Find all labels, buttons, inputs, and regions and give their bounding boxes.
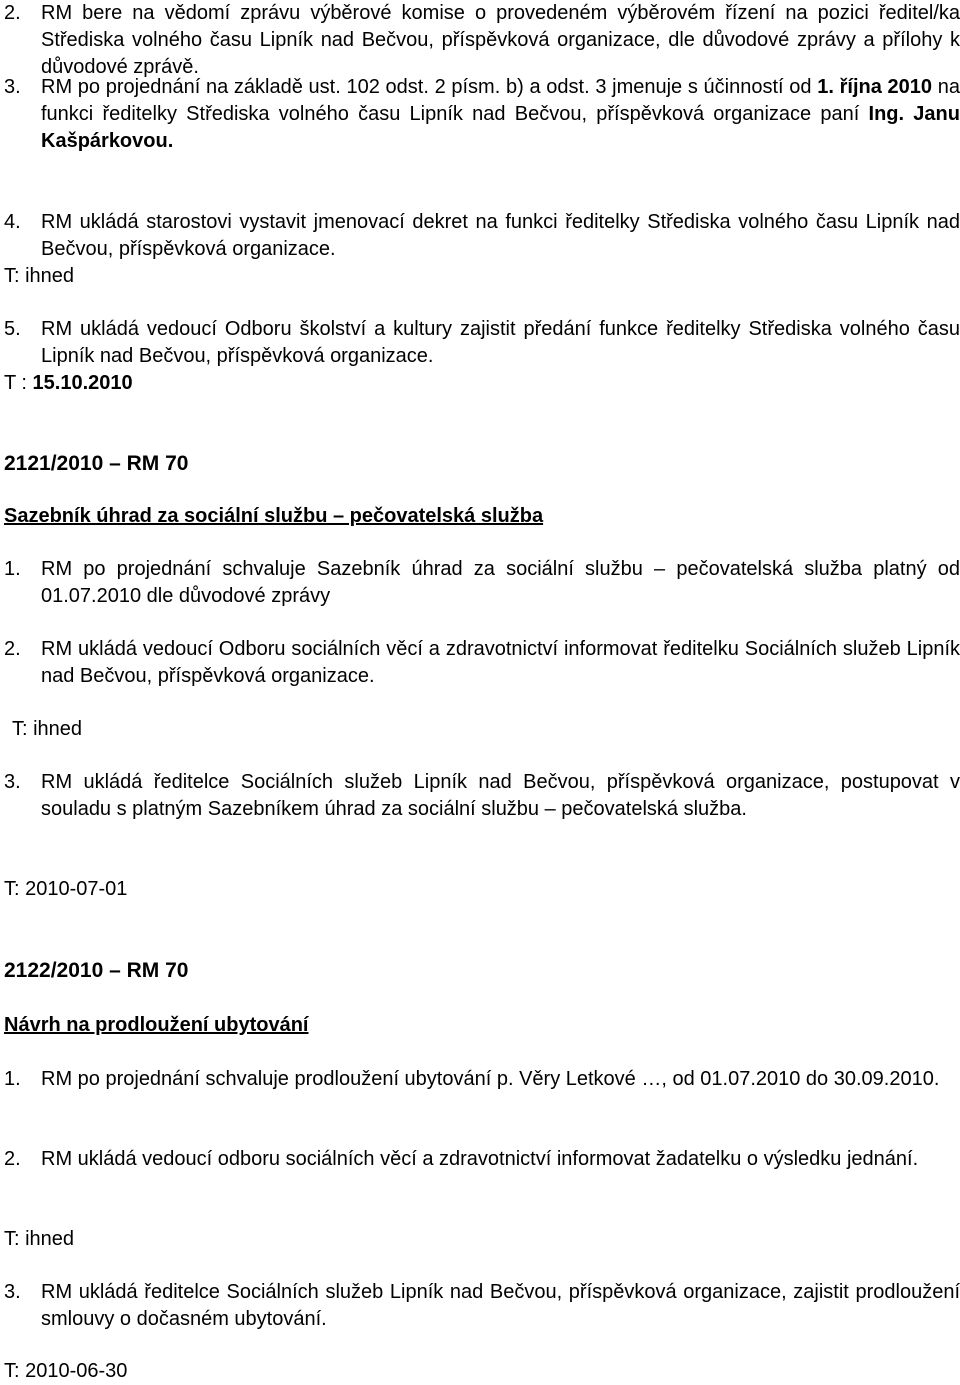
resolution-item-1 — [4, 556, 960, 610]
resolution-item-3 — [4, 769, 960, 823]
item-number: 2. — [4, 638, 21, 660]
item-number: 4. — [4, 211, 21, 233]
resolution-item-2 — [4, 636, 960, 690]
deadline: T: 2010-06-30 — [4, 1360, 128, 1382]
resolution-title: Návrh na prodloužení ubytování — [4, 1014, 309, 1036]
item-text: RM ukládá vedoucí odboru sociálních věcí a zdravotnictví informovat žadatelku o výsledku jednání. — [41, 1148, 919, 1170]
item-number: 1. — [4, 1068, 21, 1090]
resolution-id: 2121/2010 – RM 70 — [4, 452, 189, 475]
item-number: 2. — [4, 1148, 21, 1170]
item-text — [41, 74, 960, 155]
resolution-item-2 — [4, 1146, 960, 1173]
deadline-label: T : — [4, 372, 33, 394]
resolution-item-3 — [4, 1279, 960, 1333]
deadline-date: 15.10.2010 — [32, 372, 133, 394]
resolution-item-4 — [4, 209, 960, 263]
deadline: T: ihned — [12, 718, 83, 740]
item-text: RM ukládá starostovi vystavit jmenovací dekret na funkci ředitelky Střediska volného času Lipník nad Bečvou, příspěvková organizace. — [41, 211, 960, 260]
resolution-item-1 — [4, 1066, 960, 1093]
item-text-part: RM po projednání na základě ust. 102 odst. 2 písm. b) a odst. 3 jmenuje s účinností od — [41, 76, 818, 98]
resolution-item-2 — [4, 0, 960, 81]
item-number: 2. — [4, 2, 21, 24]
item-text-part: na funkci ředitelky Střediska volného času Lipník nad Bečvou, příspěvková organizace paní — [41, 76, 960, 125]
item-text: RM ukládá vedoucí Odboru sociálních věcí a zdravotnictví informovat ředitelku Sociálních služeb Lipník nad Bečvou, příspěvková organizace. — [41, 638, 960, 687]
item-number: 3. — [4, 1281, 21, 1303]
item-number: 3. — [4, 76, 21, 98]
resolution-item-5 — [4, 316, 960, 370]
item-number: 5. — [4, 318, 21, 340]
item-text: RM po projednání schvaluje Sazebník úhrad za sociální službu – pečovatelská služba platný od 01.07.2010 dle důvodové zprávy — [41, 558, 960, 607]
resolution-item-3 — [4, 74, 960, 155]
deadline: T: 2010-07-01 — [4, 878, 128, 900]
resolution-title: Sazebník úhrad za sociální službu – pečovatelská služba — [4, 505, 544, 527]
deadline: T: ihned — [4, 265, 75, 287]
effective-date: 1. října 2010 — [817, 76, 933, 98]
item-number: 1. — [4, 558, 21, 580]
item-number: 3. — [4, 771, 21, 793]
deadline: T: ihned — [4, 1228, 75, 1250]
item-text: RM ukládá ředitelce Sociálních služeb Lipník nad Bečvou, příspěvková organizace, postupovat v souladu s platným Sazebníkem úhrad za sociální službu – pečovatelská služba. — [41, 771, 960, 820]
item-text: RM bere na vědomí zprávu výběrové komise o provedeném výběrovém řízení na pozici ředitel/ka Střediska volného času Lipník nad Bečvou, příspěvková organizace, dle důvodové zprávy a přílohy k důvodové zprávě. — [41, 2, 960, 78]
appointee-name: Ing. Janu Kašpárkovou. — [41, 103, 960, 152]
resolution-id: 2122/2010 – RM 70 — [4, 959, 189, 982]
item-text: RM po projednání schvaluje prodloužení ubytování p. Věry Letkové …, od 01.07.2010 do 30.09.2010. — [41, 1068, 940, 1090]
deadline — [4, 370, 133, 397]
item-text: RM ukládá vedoucí Odboru školství a kultury zajistit předání funkce ředitelky Střediska volného času Lipník nad Bečvou, příspěvková organizace. — [41, 318, 960, 367]
item-text: RM ukládá ředitelce Sociálních služeb Lipník nad Bečvou, příspěvková organizace, zajistit prodloužení smlouvy o dočasném ubytování. — [41, 1281, 960, 1330]
